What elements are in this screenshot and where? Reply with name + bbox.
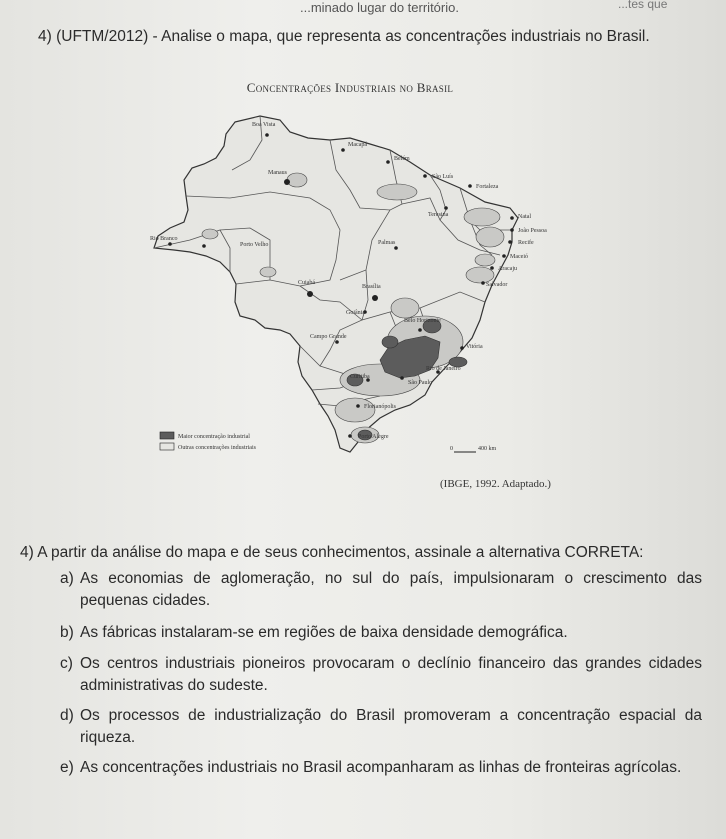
option-a-text: As economias de aglomeração, no sul do país, impulsionaram o crescimento das pequenas cidades. (80, 570, 702, 609)
label-sao-paulo: São Paulo (408, 380, 433, 386)
label-boa-vista: Boa Vista (252, 122, 276, 128)
map-title: Concentrações Industriais no Brasil (246, 80, 454, 95)
label-brasilia: Brasília (362, 284, 381, 290)
label-curitiba: Curitiba (350, 374, 370, 380)
label-maceio: Maceió (510, 254, 528, 260)
brazil-industrial-map (140, 80, 560, 500)
legend-major-swatch (160, 432, 174, 439)
legend-other-label: Outras concentrações industriais (178, 445, 256, 451)
label-belem: Belém (394, 156, 410, 162)
map-svg (140, 80, 560, 480)
label-rio-branco: Rio Branco (150, 236, 178, 242)
option-b-text: As fábricas instalaram-se em regiões de baixa densidade demográfica. (80, 624, 568, 641)
previous-page-text-right: ...tes que (618, 0, 668, 11)
scale-value: 400 km (478, 446, 497, 452)
scale-zero: 0 (450, 446, 453, 452)
option-d (60, 705, 702, 749)
label-porto-velho: Porto Velho (240, 242, 269, 248)
label-campo-grande: Campo Grande (310, 334, 347, 340)
previous-page-text: ...minado lugar do território. (300, 0, 459, 15)
option-c-letter: c) (60, 655, 73, 672)
option-b (60, 622, 702, 644)
option-d-text: Os processos de industrialização do Brasil promoveram a concentração espacial da riqueza. (80, 707, 702, 746)
label-recife: Recife (518, 240, 534, 246)
question-stem: 4) A partir da análise do mapa e de seus conhecimentos, assinale a alternativa CORRETA: (20, 544, 644, 561)
label-salvador: Salvador (486, 282, 508, 288)
option-c (60, 653, 702, 697)
label-rio: Rio de Janeiro (426, 366, 461, 372)
scale-bar (450, 446, 497, 452)
option-e-letter: e) (60, 759, 74, 776)
label-joao-pessoa: João Pessoa (518, 228, 547, 234)
label-macapa: Macapá (348, 142, 367, 148)
option-e (60, 757, 702, 779)
map-source: (IBGE, 1992. Adaptado.) (440, 478, 551, 490)
label-natal: Natal (518, 214, 531, 220)
label-manaus: Manaus (268, 170, 287, 176)
map-legend (160, 432, 257, 451)
option-d-letter: d) (60, 707, 74, 724)
label-belo-horizonte: Belo Horizonte (404, 318, 441, 324)
question-title: 4) (UFTM/2012) - Analise o mapa, que representa as concentrações industriais no Brasil. (38, 28, 650, 45)
option-c-text: Os centros industriais pioneiros provocaram o declínio financeiro das grandes cidades administrativas do sudeste. (80, 655, 702, 694)
option-a (60, 568, 702, 612)
legend-other-swatch (160, 443, 174, 450)
label-vitoria: Vitória (466, 344, 483, 350)
legend-major-label: Maior concentração industrial (178, 434, 250, 440)
brazil-outline (154, 116, 518, 452)
option-a-letter: a) (60, 570, 74, 587)
label-goiania: Goiânia (346, 310, 365, 316)
label-cuiaba: Cuiabá (298, 280, 315, 286)
label-palmas: Palmas (378, 240, 396, 246)
option-b-letter: b) (60, 624, 74, 641)
label-porto-alegre: Porto Alegre (358, 434, 389, 440)
label-teresina: Teresina (428, 212, 449, 218)
option-e-text: As concentrações industriais no Brasil acompanharam as linhas de fronteiras agrícolas. (80, 759, 682, 776)
label-sao-luis: São Luís (432, 174, 454, 180)
label-florianopolis: Florianópolis (364, 404, 397, 410)
label-fortaleza: Fortaleza (476, 184, 499, 190)
label-aracaju: Aracaju (498, 266, 517, 272)
